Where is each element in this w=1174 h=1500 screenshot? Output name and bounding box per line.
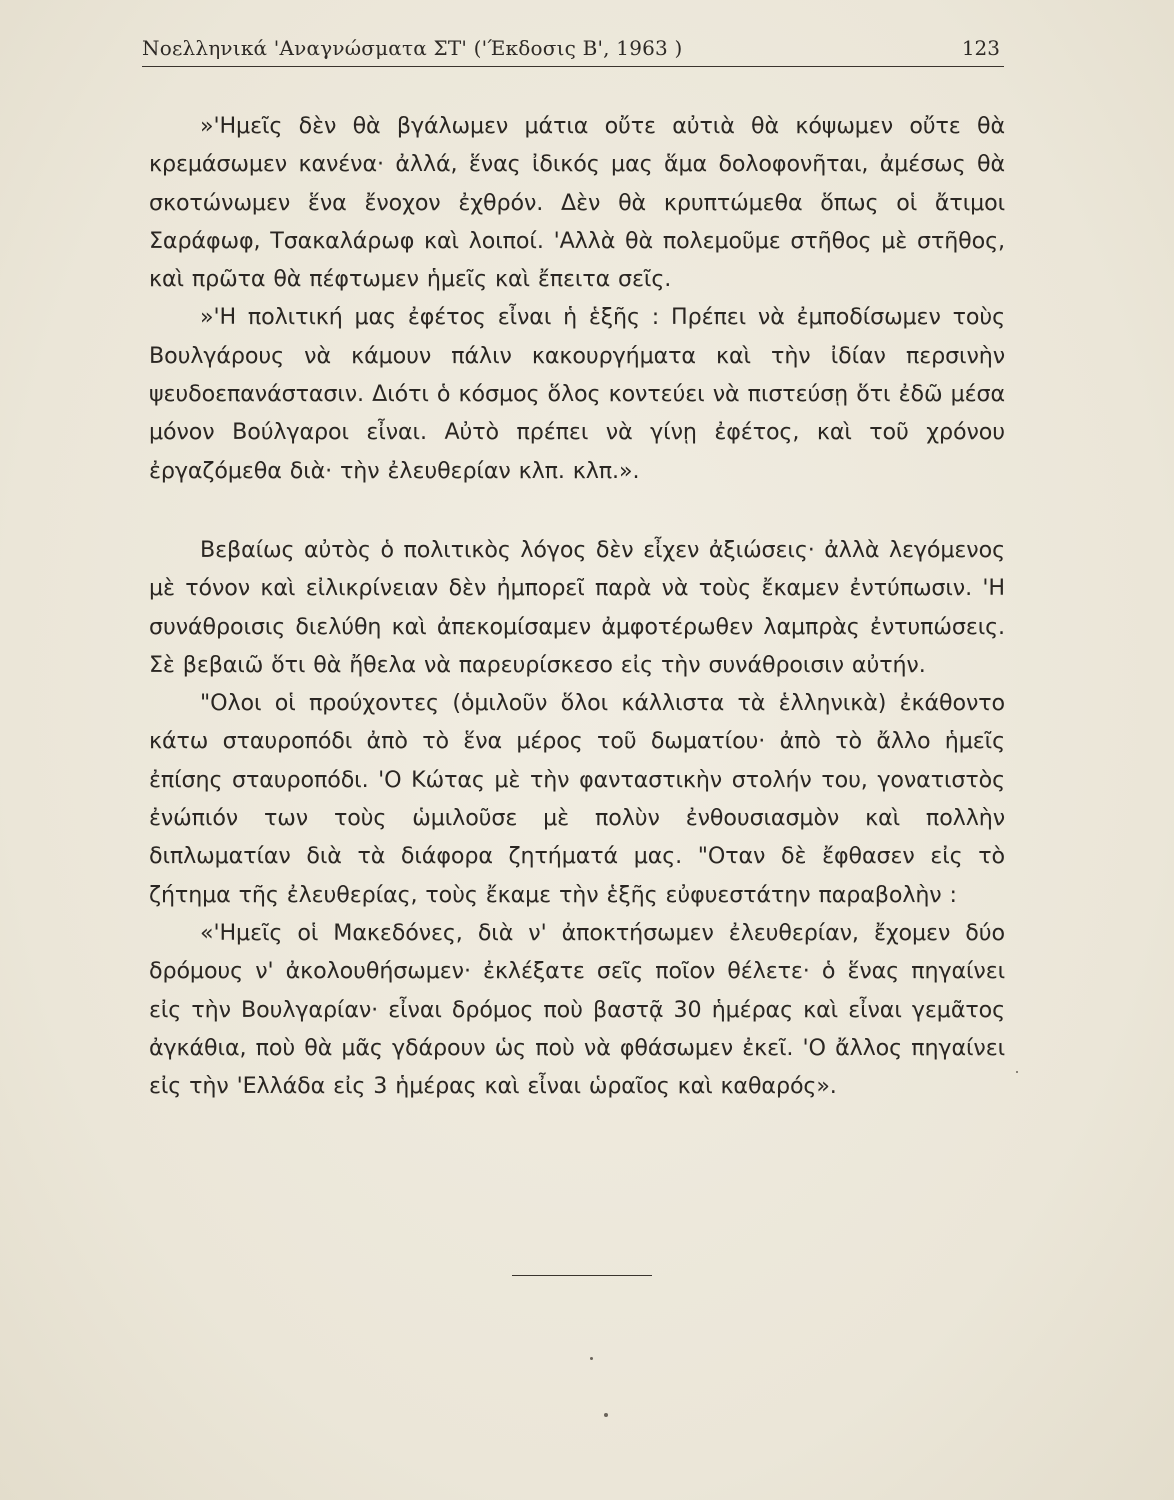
running-header [142,34,1004,67]
paragraph-2: »'Η πολιτική μας ἐφέτος εἶναι ἡ ἑξῆς : Πρέπει νὰ ἐμποδίσωμεν τοὺς Βουλγάρους νὰ κάμουν πάλιν κακουργήματα καὶ τὴν ἰδίαν περσινὴν ψευδοεπανάστασιν. Διότι ὁ κόσμος ὅλος κοντεύει νὰ πιστεύσῃ ὅτι ἐδῶ μέσα μόνον Βούλγαροι εἶναι. Αὐτὸ πρέπει νὰ γίνῃ ἐφέτος, καὶ τοῦ χρόνου ἐργαζόμεθα διὰ· τὴν ἐλευθερίαν κλπ. κλπ.». [149,304,1005,484]
page-number: 123 [961,36,1000,60]
paragraph-5: «'Ημεῖς οἱ Μακεδόνες, διὰ ν' ἀποκτήσωμεν ἐλευθερίαν, ἔχομεν δύο δρόμους ν' ἀκολουθήσωμεν· ἐκλέξατε σεῖς ποῖον θέλετε· ὁ ἕνας πηγαίνει εἰς τὴν Βουλγαρίαν· εἶναι δρόμος ποὺ βαστᾷ 30 ἡμέρας καὶ εἶναι γεμᾶτος ἀγκάθια, ποὺ θὰ μᾶς γδάρουν ὡς ποὺ νὰ φθάσωμεν ἐκεῖ. 'Ο ἄλλος πηγαίνει εἰς τὴν 'Ελλάδα εἰς 3 ἡμέρας καὶ εἶναι ὡραῖος καὶ καθαρός». [149,919,1005,1100]
ink-speck [590,1357,593,1360]
paragraph-4: "Ολοι οἱ προύχοντες (ὁμιλοῦν ὅλοι κάλλιστα τὰ ἑλληνικὰ) ἐκάθοντο κάτω σταυροπόδι ἀπὸ τὸ ἕνα μέρος τοῦ δωματίου· ἀπὸ τὸ ἄλλο ἡμεῖς ἐπίσης σταυροπόδι. 'Ο Κώτας μὲ τὴν φανταστικὴν στολήν του, γονατιστὸς ἐνώπιόν των τοὺς ὡμιλοῦσε μὲ πολὺν ἐνθουσιασμὸν καὶ πολλὴν διπλωματίαν διὰ τὰ διάφορα ζητήματά μας. "Οταν δὲ ἔφθασεν εἰς τὸ ζήτημα τῆς ἐλευθερίας, τοὺς ἔκαμε τὴν ἑξῆς εὐφυεστάτην παραβολὴν : [149,690,1005,908]
end-rule [512,1275,652,1276]
paragraph-1: »'Ημεῖς δὲν θὰ βγάλωμεν μάτια οὔτε αὐτιὰ θὰ κόψωμεν οὔτε θὰ κρεμάσωμεν κανένα· ἀλλά, ἕνας ἰδικός μας ἅμα δολοφονῆται, ἀμέσως θὰ σκοτώνωμεν ἕνα ἔνοχον ἐχθρόν. Δὲν θὰ κρυπτώμεθα ὅπως οἱ ἄτιμοι Σαράφωφ, Τσακαλάρωφ καὶ λοιποί. 'Αλλὰ θὰ πολεμοῦμε στῆθος μὲ στῆθος, καὶ πρῶτα θὰ πέφτωμεν ἡμεῖς καὶ ἔπειτα σεῖς. [149,113,1005,293]
paragraph-3: Βεβαίως αὐτὸς ὁ πολιτικὸς λόγος δὲν εἶχεν ἀξιώσεις· ἀλλὰ λεγόμενος μὲ τόνον καὶ εἰλικρίνειαν δὲν ἠμπορεῖ παρὰ νὰ τοὺς ἔκαμεν ἐντύπωσιν. 'Η συνάθροισις διελύθη καὶ ἀπεκομίσαμεν ἀμφοτέρωθεν λαμπρὰς ἐντυπώσεις. Σὲ βεβαιῶ ὅτι θὰ ἤθελα νὰ παρευρίσκεσο εἰς τὴν συνάθροισιν αὐτήν. [149,536,1005,678]
ink-speck [1016,1071,1018,1073]
ink-speck [604,1413,608,1417]
header-title: Νοελληνικά 'Αναγνώσματα ΣΤ' ('Έκδοσις Β', 1963 ) [142,36,683,60]
body-text [149,107,1005,1105]
